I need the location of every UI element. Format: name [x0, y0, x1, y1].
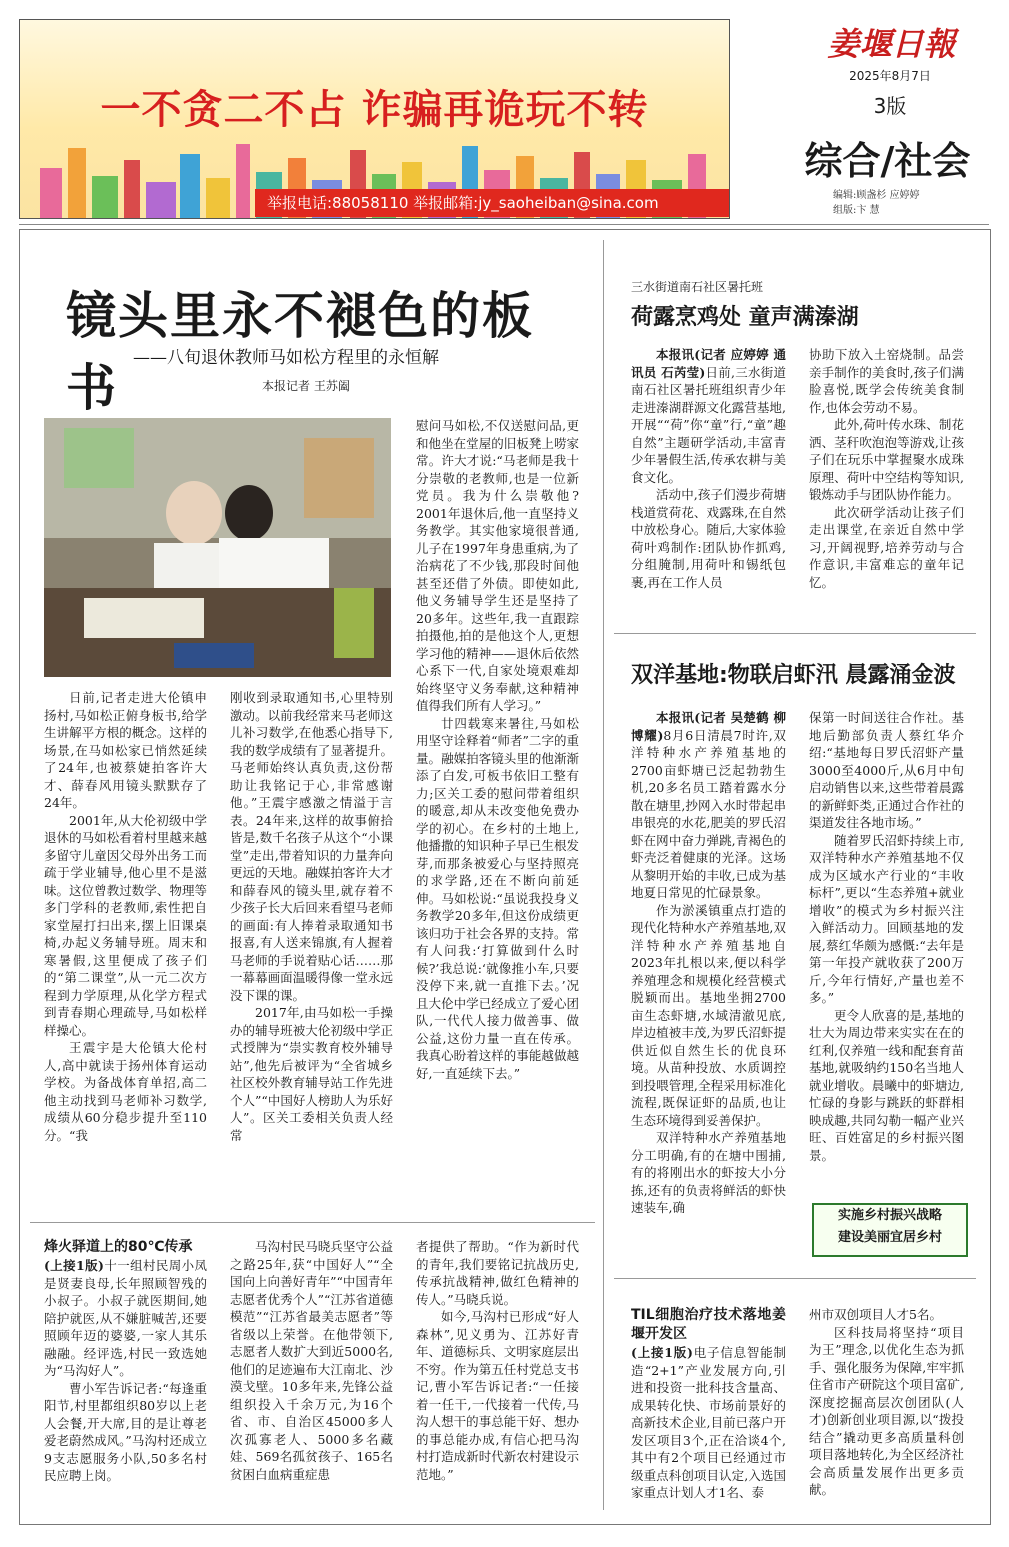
paragraph: 日前,记者走进大伦镇申扬村,马如松正俯身板书,给学生讲解平方根的概念。这样的场景,在马如松家已悄然延续了24年,也被蔡婕拍客许大才、薛春风用镜头默默存了24年。	[44, 690, 207, 810]
story-r1-byline: 本报讯(记者 应婷婷 通讯员 石芮莹)	[631, 347, 786, 380]
story-r1-kicker: 三水街道南石社区暑托班	[631, 280, 764, 294]
paragraph: 州市双创项目人才5名。	[809, 1307, 942, 1322]
story-r3-column-2	[809, 1306, 964, 1499]
paragraph: 保第一时间送往合作社。基地后勤部负责人蔡红华介绍:“基地每日罗氏沼虾产量3000至4000斤,从6月中旬启动销售以来,这些带着晨露的新鲜虾类,正通过合作社的渠道发往各地市场。”	[809, 710, 964, 830]
paragraph: 者提供了帮助。“作为新时代的青年,我们要铭记抗战历史,传承抗战精神,做红色精神的传人。”马晓兵说。	[416, 1239, 579, 1307]
paragraph: 作为淤溪镇重点打造的现代化特种水产养殖基地,双洋特种水产养殖基地自2023年扎根以来,便以科学养殖理念和规模化经营模式脱颖而出。基地坐拥2700亩生态虾塘,水域清澈见底,岸边植被丰茂,为罗氏沼虾提供近似自然生长的优良环境。从苗种投放、水质调控到投喂管理,全程采用标准化流程,既保证虾的品质,也让生态环境得到妥善保护。	[631, 902, 786, 1128]
paragraph: 慰问马如松,不仅送慰问品,更和他坐在堂屋的旧板凳上唠家常。许大才说:“马老师是我十分崇敬的老教师,也是一位新党员。我为什么崇敬他?2001年退休后,他一直坚持义务教学。其实他家境很普通,儿子在1997年身患重病,为了治病花了不少钱,那段时间他甚至还借了外债。即使如此,他义务辅导学生还是坚持了20多年。这些年,我一直跟踪拍摄他,拍的是他这个人,更想学习他的精神——退休后依然心系下一代,自家处境艰难却始终坚守义务奉献,这种精神值得我们所有人学习。”	[416, 418, 579, 713]
lead-subheadline: ——八旬退休教师马如松方程里的永恒解	[133, 348, 439, 368]
story-r1-column-2	[809, 346, 964, 591]
paragraph: 十一组村民周小凤是贤妻良母,长年照顾智残的小叔子。小叔子就医期间,她陪护就医,从不嫌脏喊苦,还要照顾年迈的婆婆,一家人其乐融融。经评选,村民一致选她为“马沟好人”。	[44, 1258, 207, 1378]
story-r2-byline: 本报讯(记者 吴楚鹤 柳博耀)	[631, 710, 786, 743]
slogan-line: 建设美丽宜居乡村	[837, 1230, 942, 1245]
lead-headline: 镜头里永不褪色的板书	[66, 286, 534, 417]
continued-tag: (上接1版)	[44, 1258, 104, 1273]
slogan-line: 实施乡村振兴战略	[837, 1208, 942, 1223]
paragraph: 协助下放入土窑烧制。品尝亲手制作的美食时,孩子们满脸喜悦,既学会传统美食制作,也体会劳动不易。	[809, 347, 964, 415]
story-divider	[614, 1278, 976, 1279]
lead-byline: 本报记者 王苏阖	[262, 379, 350, 393]
story-left-headline: 烽火驿道上的80℃传承	[44, 1239, 193, 1255]
paragraph: 王震宇是大伦镇大伦村人,高中就读于扬州体育运动学校。为备战体育单招,高二他主动找到马老师补习数学,成绩从60分稳步提升至110分。“我	[44, 1040, 207, 1143]
story-divider	[30, 1222, 595, 1223]
story-r2-headline: 双洋基地:物联启虾汛 晨露涌金波	[631, 663, 956, 688]
layout-credit: 组版:卞 慧	[833, 205, 880, 216]
lead-column-1	[44, 689, 207, 1144]
editors: 编辑:顾盏杉 应婷婷	[833, 190, 920, 201]
header-divider	[19, 224, 989, 225]
paragraph: 此次研学活动让孩子们走出课堂,在亲近自然中学习,开阔视野,培养劳动与合作意识,丰富难忘的童年记忆。	[809, 504, 964, 590]
story-left-column-3	[416, 1238, 579, 1483]
paragraph: 双洋特种水产养殖基地分工明确,有的在塘中围捕,有的将刚出水的虾按大小分拣,还有的负责将鲜活的虾快速装车,确	[631, 1130, 786, 1215]
section-title: 综合/社会	[804, 138, 971, 183]
column-divider	[603, 240, 604, 1510]
banner-slogan: 一不贪二不占 诈骗再诡玩不转	[100, 87, 649, 133]
paragraph: 曹小军告诉记者:“每逢重阳节,村里都组织80岁以上老人会餐,开大席,目的是让尊老爱老蔚然成风。”马沟村还成立9支志愿服务小队,50多名村民应聘上岗。	[44, 1380, 207, 1483]
paragraph: 2017年,由马如松一手操办的辅导班被大伦初级中学正式授牌为“崇实教育校外辅导站”,他先后被评为“全省城乡社区校外教育辅导站工作先进个人”“中国好人榜助人为乐好人”。区关工委相关负责人经常	[230, 1005, 393, 1143]
story-left-column-1	[44, 1238, 207, 1485]
story-divider	[614, 633, 976, 634]
story-r2-column-2	[809, 709, 964, 1164]
page-number: 3版	[873, 94, 907, 118]
issue-date: 2025年8月7日	[849, 69, 931, 83]
story-r3-headline: TIL细胞治疗技术落地姜堰开发区	[631, 1307, 786, 1342]
paragraph: 马沟村民马晓兵坚守公益之路25年,获“中国好人”“全国向上向善好青年”“中国青年志愿者优秀个人”“江苏省道德模范”“江苏省最美志愿者”等省级以上荣誉。在他带领下,志愿者人数扩大到近5000名,他们的足迹遍布大江南北、沙漠戈壁。10多年来,先锋公益组织投入千余万元,为16个省、市、自治区45000多人次孤寡老人、5000多名藏娃、569名孤贫孩子、165名贫困白血病重症患	[230, 1239, 393, 1482]
paragraph: 随着罗氏沼虾持续上市,双洋特种水产养殖基地不仅成为区域水产行业的“丰收标杆”,更以“生态养殖+就业增收”的模式为乡村振兴注入鲜活动力。回顾基地的发展,蔡红华颇为感慨:“去年是第一年投产就收获了200万斤,今年行情好,产量也差不多。”	[809, 832, 964, 1005]
newspaper-masthead: 姜堰日報	[827, 25, 956, 63]
story-r3-column-1	[631, 1306, 786, 1502]
paragraph: 活动中,孩子们漫步荷塘栈道赏荷花、戏露珠,在自然中放松身心。随后,大家体验荷叶鸡制作:团队协作抓鸡,分组腌制,用荷叶和锡纸包裹,再在工作人员	[631, 487, 786, 590]
report-hotline-bar: 举报电话:88058110 举报邮箱:jy_saoheiban@sina.com	[255, 189, 730, 217]
continued-tag: (上接1版)	[631, 1345, 693, 1360]
story-left-column-2	[230, 1238, 393, 1483]
paragraph: 电子信息智能制造“2+1”产业发展方向,引进和投资一批科技含量高、成果转化快、市场前景好的高新技术企业,目前已落户开发区项目3个,正在洽谈4个,其中有2个项目已经通过市级重点科创项目认定,入选国家重点计划人才1名、泰	[631, 1345, 786, 1500]
paragraph: 日前,三水街道南石社区暑托班组织青少年走进溱湖群源文化露营基地,开展““荷”你“童”行,“童”趣自然”主题研学活动,丰富青少年暑假生活,传承农耕与美食文化。	[631, 364, 786, 485]
paragraph: 廿四载寒来暑往,马如松用坚守诠释着“师者”二字的重量。融媒拍客镜头里的他渐渐添了白发,可板书依旧工整有力;区关工委的慰问带着组织的暖意,却从未改变他免费办学的初心。在乡村的土地上,他播撒的知识种子早已生根发芽,而那条被爱心与坚持照亮的求学路,还在不断向前延伸。马如松说:“虽说我投身义务教学20多年,但这份成绩更该归功于社会各界的支持。常有人问我:‘打算做到什么时候?’我总说:‘就像推小车,只要没停下来,就一直推下去。’况且大伦中学已经成立了爱心团队,一代代人接力做善事、做公益,这份力量一直在传承。我真心盼着这样的事能越做越好,一直延续下去。”	[416, 715, 579, 1081]
paragraph: 此外,荷叶传水珠、制花洒、茎秆吹泡泡等游戏,让孩子们在玩乐中掌握聚水成珠原理、荷叶中空结构等知识,锻炼动手与团队协作能力。	[809, 417, 964, 502]
editor-credits	[833, 188, 993, 218]
paragraph: 如今,马沟村已形成“好人森林”,见义勇为、江苏好青年、道德标兵、文明家庭层出不穷。作为第五任村党总支书记,曹小军告诉记者:“一任接着一任干,一代接着一代传,马沟人想干的事总能干好、想办的事总能办成,有信心把马沟村打造成新时代新农村建设示范地。”	[416, 1309, 579, 1482]
paragraph: 8月6日清晨7时许,双洋特种水产养殖基地的2700亩虾塘已泛起勃勃生机,20多名员工踏着露水分散在塘里,抄网入水时带起串串银亮的水花,肥美的罗氏沼虾在网中奋力弹跳,青褐色的虾壳泛着健康的光泽。这场从黎明开始的丰收,已成为基地夏日常见的忙碌景象。	[631, 727, 786, 900]
paragraph: 刚收到录取通知书,心里特别激动。以前我经常来马老师这儿补习数学,在他悉心指导下,我的数学成绩有了显著提升。马老师始终认真负责,这份帮助让我铭记于心,非常感谢他。”王震宇感激之情溢于言表。24年来,这样的故事俯拾皆是,数千名孩子从这个“小课堂”走出,带着知识的力量奔向更远的天地。融媒拍客许大才和薛春风的镜头里,就存着不少孩子长大后回来看望马老师的画面:有人捧着录取通知书报喜,有人送来锦旗,有人握着马老师的手说着贴心话……那一幕幕画面温暖得像一堂永远没下课的课。	[230, 690, 393, 1003]
anti-fraud-banner	[19, 19, 730, 219]
rural-revitalization-slogan	[812, 1203, 968, 1257]
story-r1-column-1	[631, 346, 786, 591]
photo-illustration	[44, 418, 391, 677]
story-r1-headline: 荷露烹鸡处 童声满溱湖	[631, 305, 859, 330]
lead-column-3	[416, 417, 579, 1082]
lead-column-2	[230, 689, 393, 1144]
paragraph: 区科技局将坚持“项目为王”理念,以优化生态为抓手、强化服务为保障,牢牢抓住省市产研院这个项目富矿,深度挖掘高层次创团队(人才)创新创业项目源,以“拨投结合”撬动更多高质量科创项目落地转化,为全区经济社会高质量发展作出更多贡献。	[809, 1324, 964, 1497]
teacher-tutoring-photo	[44, 418, 391, 677]
paragraph: 更令人欣喜的是,基地的壮大为周边带来实实在在的红利,仅养殖一线和配套育苗基地,就吸纳约150名当地人就业增收。晨曦中的虾塘边,忙碌的身影与跳跃的虾群相映成趣,共同勾勒一幅产业兴旺、百姓富足的乡村振兴图景。	[809, 1007, 964, 1163]
paragraph: 2001年,从大伦初级中学退休的马如松看着村里越来越多留守儿童因父母外出务工而疏于学业辅导,他心里不是滋味。这位曾教过数学、物理等多门学科的老教师,索性把自家堂屋打扫出来,摆上旧课桌椅,办起义务辅导班。周末和寒暑假,这里便成了孩子们的“第二课堂”,从一元二次方程到力学原理,从化学方程式到青春期心理疏导,马如松样样操心。	[44, 812, 207, 1038]
story-r2-column-1	[631, 709, 786, 1217]
